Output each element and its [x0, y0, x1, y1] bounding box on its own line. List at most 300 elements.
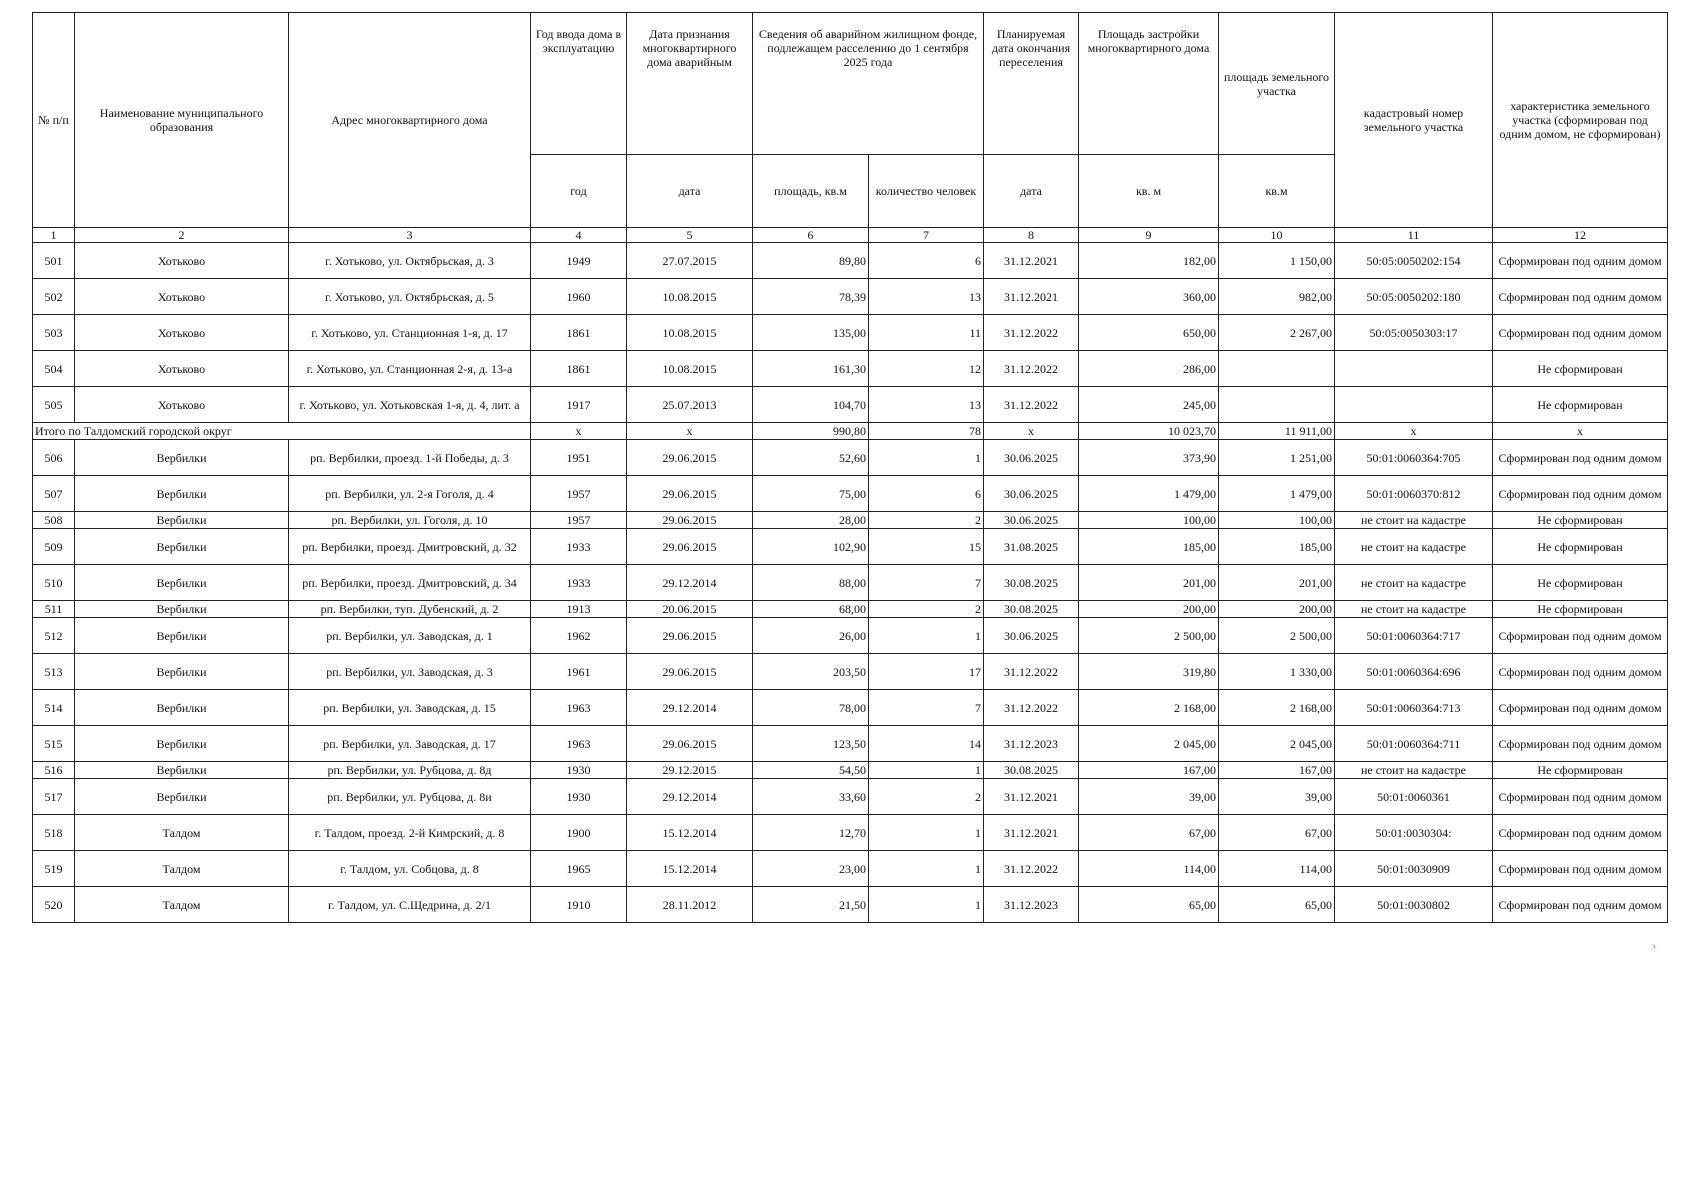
subheader-sqm2: кв.м [1219, 155, 1335, 228]
cell-recognition-date: 20.06.2015 [627, 601, 753, 618]
cell-address: г. Хотьково, ул. Октябрьская, д. 5 [289, 279, 531, 315]
cell-area: 26,00 [753, 618, 869, 654]
cell-municipality: Хотьково [75, 243, 289, 279]
cell-year: 1861 [531, 351, 627, 387]
cell-recognition-date: 29.06.2015 [627, 654, 753, 690]
header-fund-group: Сведения об аварийном жилищном фонде, подлежащем расселению до 1 сентября 2025 года [753, 13, 984, 155]
cell-recognition-date: 15.12.2014 [627, 851, 753, 887]
subtotal-year: x [531, 423, 627, 440]
cell-building-area: 319,80 [1079, 654, 1219, 690]
cell-area: 23,00 [753, 851, 869, 887]
cell-land-area [1219, 351, 1335, 387]
cell-row-number: 520 [33, 887, 75, 923]
cell-people-count: 11 [869, 315, 984, 351]
cell-building-area: 650,00 [1079, 315, 1219, 351]
table-row [33, 387, 1668, 423]
cell-year: 1961 [531, 654, 627, 690]
cell-municipality: Талдом [75, 851, 289, 887]
cell-planned-date: 31.12.2022 [984, 654, 1079, 690]
cell-building-area: 67,00 [1079, 815, 1219, 851]
cell-recognition-date: 10.08.2015 [627, 279, 753, 315]
subheader-sqm: кв. м [1079, 155, 1219, 228]
cell-municipality: Вербилки [75, 529, 289, 565]
cell-year: 1965 [531, 851, 627, 887]
cell-row-number: 513 [33, 654, 75, 690]
cell-recognition-date: 29.12.2014 [627, 690, 753, 726]
cell-people-count: 1 [869, 815, 984, 851]
cell-land-status: Не сформирован [1493, 387, 1668, 423]
cell-land-area: 1 330,00 [1219, 654, 1335, 690]
cell-building-area: 39,00 [1079, 779, 1219, 815]
cell-people-count: 13 [869, 279, 984, 315]
cell-land-status: Сформирован под одним домом [1493, 851, 1668, 887]
column-number: 2 [75, 228, 289, 243]
housing-table [32, 12, 1668, 923]
subtotal-label: Итого по Талдомский городской округ [33, 423, 531, 440]
cell-people-count: 1 [869, 618, 984, 654]
subheader-planned-date: дата [984, 155, 1079, 228]
cell-cadastral-number: не стоит на кадастре [1335, 512, 1493, 529]
cell-cadastral-number: 50:01:0060370:812 [1335, 476, 1493, 512]
cell-area: 161,30 [753, 351, 869, 387]
cell-cadastral-number: 50:01:0030802 [1335, 887, 1493, 923]
cell-building-area: 167,00 [1079, 762, 1219, 779]
table-row [33, 815, 1668, 851]
header-no: № п/п [33, 13, 75, 228]
cell-recognition-date: 29.12.2014 [627, 779, 753, 815]
cell-planned-date: 31.12.2022 [984, 351, 1079, 387]
header-municipality: Наименование муниципального образования [75, 13, 289, 228]
cell-row-number: 511 [33, 601, 75, 618]
table-row [33, 779, 1668, 815]
cell-recognition-date: 10.08.2015 [627, 351, 753, 387]
header-planned: Планируемая дата окончания переселения [984, 13, 1079, 155]
cell-year: 1962 [531, 618, 627, 654]
cell-row-number: 518 [33, 815, 75, 851]
cell-year: 1930 [531, 762, 627, 779]
subheader-date: дата [627, 155, 753, 228]
cell-land-area: 185,00 [1219, 529, 1335, 565]
cell-land-area: 1 150,00 [1219, 243, 1335, 279]
cell-area: 33,60 [753, 779, 869, 815]
cell-municipality: Хотьково [75, 315, 289, 351]
cell-people-count: 12 [869, 351, 984, 387]
cell-cadastral-number: 50:05:0050303:17 [1335, 315, 1493, 351]
table-row [33, 601, 1668, 618]
subtotal-plan: x [984, 423, 1079, 440]
cell-area: 135,00 [753, 315, 869, 351]
cell-municipality: Талдом [75, 887, 289, 923]
cell-row-number: 503 [33, 315, 75, 351]
cell-row-number: 512 [33, 618, 75, 654]
cell-land-area: 201,00 [1219, 565, 1335, 601]
cell-address: рп. Вербилки, проезд. Дмитровский, д. 32 [289, 529, 531, 565]
cell-row-number: 506 [33, 440, 75, 476]
cell-planned-date: 30.06.2025 [984, 618, 1079, 654]
cell-year: 1957 [531, 476, 627, 512]
cell-people-count: 7 [869, 565, 984, 601]
cell-cadastral-number: 50:01:0060364:713 [1335, 690, 1493, 726]
cell-year: 1933 [531, 565, 627, 601]
cell-recognition-date: 29.06.2015 [627, 440, 753, 476]
column-number: 1 [33, 228, 75, 243]
cell-address: рп. Вербилки, туп. Дубенский, д. 2 [289, 601, 531, 618]
cell-year: 1949 [531, 243, 627, 279]
cell-planned-date: 31.12.2022 [984, 387, 1079, 423]
cell-address: г. Хотьково, ул. Станционная 2-я, д. 13-а [289, 351, 531, 387]
cell-building-area: 114,00 [1079, 851, 1219, 887]
cell-land-status: Сформирован под одним домом [1493, 815, 1668, 851]
cell-land-area: 39,00 [1219, 779, 1335, 815]
cell-address: рп. Вербилки, проезд. 1-й Победы, д. 3 [289, 440, 531, 476]
cell-land-area: 200,00 [1219, 601, 1335, 618]
cell-row-number: 517 [33, 779, 75, 815]
cell-row-number: 515 [33, 726, 75, 762]
cell-people-count: 1 [869, 762, 984, 779]
cell-people-count: 15 [869, 529, 984, 565]
cell-cadastral-number: 50:01:0030304: [1335, 815, 1493, 851]
cell-address: г. Талдом, ул. С.Щедрина, д. 2/1 [289, 887, 531, 923]
cell-land-status: Сформирован под одним домом [1493, 779, 1668, 815]
cell-land-area: 1 251,00 [1219, 440, 1335, 476]
cell-building-area: 373,90 [1079, 440, 1219, 476]
cell-area: 75,00 [753, 476, 869, 512]
cell-area: 123,50 [753, 726, 869, 762]
cell-cadastral-number: 50:01:0060361 [1335, 779, 1493, 815]
cell-building-area: 286,00 [1079, 351, 1219, 387]
cell-area: 88,00 [753, 565, 869, 601]
cell-municipality: Вербилки [75, 440, 289, 476]
cell-year: 1861 [531, 315, 627, 351]
cell-cadastral-number: 50:01:0030909 [1335, 851, 1493, 887]
cell-area: 68,00 [753, 601, 869, 618]
subtotal-rec: x [627, 423, 753, 440]
cell-row-number: 509 [33, 529, 75, 565]
cell-recognition-date: 29.06.2015 [627, 726, 753, 762]
cell-people-count: 6 [869, 243, 984, 279]
cell-cadastral-number: 50:05:0050202:154 [1335, 243, 1493, 279]
cell-recognition-date: 28.11.2012 [627, 887, 753, 923]
table-row [33, 529, 1668, 565]
cell-planned-date: 30.08.2025 [984, 601, 1079, 618]
cell-building-area: 1 479,00 [1079, 476, 1219, 512]
cell-cadastral-number [1335, 351, 1493, 387]
cell-land-status: Сформирован под одним домом [1493, 476, 1668, 512]
header-cadastral: кадастровый номер земельного участка [1335, 13, 1493, 228]
header-year: Год ввода дома в эксплуатацию [531, 13, 627, 155]
cell-land-area: 100,00 [1219, 512, 1335, 529]
column-number: 6 [753, 228, 869, 243]
cell-recognition-date: 29.06.2015 [627, 476, 753, 512]
subtotal-larea: 11 911,00 [1219, 423, 1335, 440]
cell-area: 89,80 [753, 243, 869, 279]
cell-year: 1951 [531, 440, 627, 476]
column-number: 7 [869, 228, 984, 243]
cell-planned-date: 30.06.2025 [984, 476, 1079, 512]
cell-address: г. Талдом, ул. Собцова, д. 8 [289, 851, 531, 887]
cell-land-status: Сформирован под одним домом [1493, 618, 1668, 654]
header-building-area: Площадь застройки многоквартирного дома [1079, 13, 1219, 155]
cell-land-area [1219, 387, 1335, 423]
cell-land-area: 982,00 [1219, 279, 1335, 315]
cell-land-area: 65,00 [1219, 887, 1335, 923]
cell-people-count: 2 [869, 512, 984, 529]
table-row [33, 476, 1668, 512]
cell-address: г. Талдом, проезд. 2-й Кимрский, д. 8 [289, 815, 531, 851]
table-row [33, 851, 1668, 887]
cell-municipality: Вербилки [75, 618, 289, 654]
cell-planned-date: 31.12.2022 [984, 315, 1079, 351]
scan-mark: э. [1652, 942, 1657, 950]
column-number: 11 [1335, 228, 1493, 243]
cell-land-status: Не сформирован [1493, 529, 1668, 565]
subtotal-cad: x [1335, 423, 1493, 440]
cell-planned-date: 31.12.2021 [984, 779, 1079, 815]
cell-row-number: 516 [33, 762, 75, 779]
cell-recognition-date: 25.07.2013 [627, 387, 753, 423]
cell-building-area: 200,00 [1079, 601, 1219, 618]
column-number: 12 [1493, 228, 1668, 243]
cell-people-count: 17 [869, 654, 984, 690]
cell-municipality: Вербилки [75, 512, 289, 529]
subtotal-area: 990,80 [753, 423, 869, 440]
table-row [33, 243, 1668, 279]
table-row [33, 351, 1668, 387]
cell-land-area: 167,00 [1219, 762, 1335, 779]
cell-planned-date: 31.12.2021 [984, 243, 1079, 279]
table-row [33, 279, 1668, 315]
cell-recognition-date: 27.07.2015 [627, 243, 753, 279]
cell-land-status: Сформирован под одним домом [1493, 440, 1668, 476]
cell-year: 1963 [531, 726, 627, 762]
cell-address: рп. Вербилки, ул. Заводская, д. 15 [289, 690, 531, 726]
cell-municipality: Вербилки [75, 476, 289, 512]
cell-year: 1917 [531, 387, 627, 423]
cell-land-area: 2 500,00 [1219, 618, 1335, 654]
cell-recognition-date: 29.06.2015 [627, 512, 753, 529]
cell-people-count: 14 [869, 726, 984, 762]
subtotal-barea: 10 023,70 [1079, 423, 1219, 440]
cell-municipality: Вербилки [75, 654, 289, 690]
cell-land-area: 1 479,00 [1219, 476, 1335, 512]
cell-address: рп. Вербилки, ул. Рубцова, д. 8и [289, 779, 531, 815]
cell-municipality: Вербилки [75, 690, 289, 726]
column-number: 5 [627, 228, 753, 243]
cell-year: 1900 [531, 815, 627, 851]
column-number: 4 [531, 228, 627, 243]
cell-area: 28,00 [753, 512, 869, 529]
cell-cadastral-number: 50:01:0060364:711 [1335, 726, 1493, 762]
cell-planned-date: 30.08.2025 [984, 565, 1079, 601]
cell-building-area: 2 168,00 [1079, 690, 1219, 726]
cell-people-count: 6 [869, 476, 984, 512]
cell-year: 1910 [531, 887, 627, 923]
cell-year: 1913 [531, 601, 627, 618]
column-numbers-row [33, 228, 1668, 243]
cell-address: г. Хотьково, ул. Станционная 1-я, д. 17 [289, 315, 531, 351]
cell-address: г. Хотьково, ул. Хотьковская 1-я, д. 4, лит. а [289, 387, 531, 423]
cell-municipality: Вербилки [75, 565, 289, 601]
cell-land-status: Не сформирован [1493, 601, 1668, 618]
cell-year: 1960 [531, 279, 627, 315]
table-row [33, 690, 1668, 726]
table-body [33, 243, 1668, 923]
cell-people-count: 1 [869, 440, 984, 476]
cell-area: 203,50 [753, 654, 869, 690]
cell-building-area: 201,00 [1079, 565, 1219, 601]
cell-row-number: 505 [33, 387, 75, 423]
cell-planned-date: 30.06.2025 [984, 440, 1079, 476]
cell-area: 12,70 [753, 815, 869, 851]
cell-row-number: 504 [33, 351, 75, 387]
cell-municipality: Хотьково [75, 351, 289, 387]
cell-address: рп. Вербилки, ул. Заводская, д. 1 [289, 618, 531, 654]
cell-land-area: 67,00 [1219, 815, 1335, 851]
cell-planned-date: 31.12.2021 [984, 279, 1079, 315]
subheader-people: количество человек [869, 155, 984, 228]
cell-year: 1957 [531, 512, 627, 529]
cell-cadastral-number: 50:01:0060364:696 [1335, 654, 1493, 690]
cell-row-number: 502 [33, 279, 75, 315]
cell-land-status: Сформирован под одним домом [1493, 726, 1668, 762]
cell-recognition-date: 29.06.2015 [627, 529, 753, 565]
cell-cadastral-number: не стоит на кадастре [1335, 565, 1493, 601]
cell-recognition-date: 29.06.2015 [627, 618, 753, 654]
cell-area: 52,60 [753, 440, 869, 476]
cell-people-count: 13 [869, 387, 984, 423]
subtotal-status: x [1493, 423, 1668, 440]
cell-row-number: 519 [33, 851, 75, 887]
cell-address: рп. Вербилки, ул. Заводская, д. 17 [289, 726, 531, 762]
cell-building-area: 185,00 [1079, 529, 1219, 565]
cell-building-area: 245,00 [1079, 387, 1219, 423]
table-row [33, 762, 1668, 779]
cell-address: рп. Вербилки, ул. Гоголя, д. 10 [289, 512, 531, 529]
table-row [33, 512, 1668, 529]
cell-land-status: Сформирован под одним домом [1493, 654, 1668, 690]
column-number: 9 [1079, 228, 1219, 243]
cell-address: рп. Вербилки, ул. 2-я Гоголя, д. 4 [289, 476, 531, 512]
cell-building-area: 65,00 [1079, 887, 1219, 923]
cell-land-status: Сформирован под одним домом [1493, 315, 1668, 351]
cell-people-count: 1 [869, 851, 984, 887]
table-row [33, 726, 1668, 762]
cell-land-status: Сформирован под одним домом [1493, 690, 1668, 726]
cell-planned-date: 31.08.2025 [984, 529, 1079, 565]
header-recognition: Дата признания многоквартирного дома аварийным [627, 13, 753, 155]
cell-year: 1963 [531, 690, 627, 726]
cell-row-number: 501 [33, 243, 75, 279]
cell-address: рп. Вербилки, ул. Рубцова, д. 8д [289, 762, 531, 779]
cell-cadastral-number: 50:05:0050202:180 [1335, 279, 1493, 315]
cell-year: 1930 [531, 779, 627, 815]
cell-cadastral-number: не стоит на кадастре [1335, 529, 1493, 565]
cell-recognition-date: 29.12.2015 [627, 762, 753, 779]
cell-area: 78,00 [753, 690, 869, 726]
cell-people-count: 1 [869, 887, 984, 923]
table-row [33, 618, 1668, 654]
cell-land-status: Не сформирован [1493, 565, 1668, 601]
cell-municipality: Вербилки [75, 762, 289, 779]
cell-land-status: Сформирован под одним домом [1493, 887, 1668, 923]
cell-address: рп. Вербилки, проезд. Дмитровский, д. 34 [289, 565, 531, 601]
cell-area: 102,90 [753, 529, 869, 565]
cell-municipality: Вербилки [75, 779, 289, 815]
cell-cadastral-number: 50:01:0060364:717 [1335, 618, 1493, 654]
table-row [33, 565, 1668, 601]
cell-building-area: 2 045,00 [1079, 726, 1219, 762]
table-row [33, 654, 1668, 690]
cell-municipality: Вербилки [75, 601, 289, 618]
cell-cadastral-number: не стоит на кадастре [1335, 601, 1493, 618]
cell-municipality: Вербилки [75, 726, 289, 762]
cell-row-number: 514 [33, 690, 75, 726]
cell-land-area: 2 045,00 [1219, 726, 1335, 762]
cell-area: 21,50 [753, 887, 869, 923]
cell-planned-date: 31.12.2022 [984, 690, 1079, 726]
cell-people-count: 7 [869, 690, 984, 726]
cell-row-number: 507 [33, 476, 75, 512]
cell-recognition-date: 10.08.2015 [627, 315, 753, 351]
cell-municipality: Хотьково [75, 279, 289, 315]
cell-municipality: Хотьково [75, 387, 289, 423]
cell-area: 78,39 [753, 279, 869, 315]
cell-cadastral-number: не стоит на кадастре [1335, 762, 1493, 779]
cell-cadastral-number: 50:01:0060364:705 [1335, 440, 1493, 476]
column-number: 10 [1219, 228, 1335, 243]
cell-land-status: Сформирован под одним домом [1493, 243, 1668, 279]
cell-land-area: 2 267,00 [1219, 315, 1335, 351]
cell-land-status: Не сформирован [1493, 512, 1668, 529]
cell-land-status: Не сформирован [1493, 762, 1668, 779]
cell-building-area: 360,00 [1079, 279, 1219, 315]
cell-recognition-date: 15.12.2014 [627, 815, 753, 851]
subheader-area: площадь, кв.м [753, 155, 869, 228]
cell-area: 104,70 [753, 387, 869, 423]
cell-building-area: 100,00 [1079, 512, 1219, 529]
cell-address: рп. Вербилки, ул. Заводская, д. 3 [289, 654, 531, 690]
cell-row-number: 510 [33, 565, 75, 601]
header-land-characteristic: характеристика земельного участка (сформирован под одним домом, не сформирован) [1493, 13, 1668, 228]
cell-land-status: Не сформирован [1493, 351, 1668, 387]
table-row [33, 887, 1668, 923]
cell-building-area: 182,00 [1079, 243, 1219, 279]
cell-planned-date: 31.12.2023 [984, 726, 1079, 762]
cell-building-area: 2 500,00 [1079, 618, 1219, 654]
cell-planned-date: 31.12.2022 [984, 851, 1079, 887]
cell-land-area: 114,00 [1219, 851, 1335, 887]
table-row [33, 440, 1668, 476]
cell-people-count: 2 [869, 601, 984, 618]
subtotal-row [33, 423, 1668, 440]
cell-land-status: Сформирован под одним домом [1493, 279, 1668, 315]
cell-planned-date: 31.12.2021 [984, 815, 1079, 851]
cell-cadastral-number [1335, 387, 1493, 423]
cell-planned-date: 30.08.2025 [984, 762, 1079, 779]
header-address: Адрес многоквартирного дома [289, 13, 531, 228]
cell-municipality: Талдом [75, 815, 289, 851]
cell-people-count: 2 [869, 779, 984, 815]
column-number: 3 [289, 228, 531, 243]
cell-row-number: 508 [33, 512, 75, 529]
cell-recognition-date: 29.12.2014 [627, 565, 753, 601]
header-land-area: площадь земельного участка [1219, 13, 1335, 155]
subheader-year: год [531, 155, 627, 228]
cell-year: 1933 [531, 529, 627, 565]
cell-planned-date: 30.06.2025 [984, 512, 1079, 529]
cell-land-area: 2 168,00 [1219, 690, 1335, 726]
table-row [33, 315, 1668, 351]
